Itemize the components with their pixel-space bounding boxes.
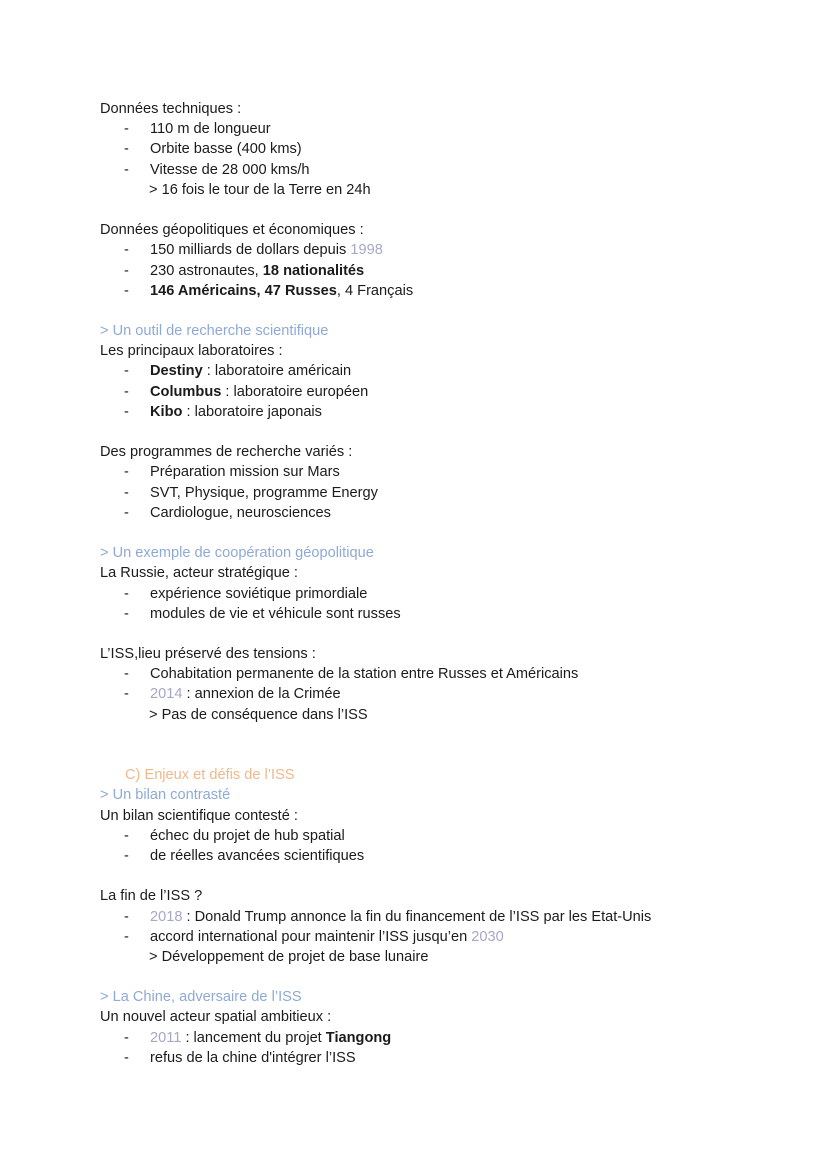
bullet-dash: - <box>124 403 129 420</box>
text-run: : annexion de la Crimée <box>182 686 341 703</box>
text-run: Des programmes de recherche variés : <box>100 444 353 461</box>
text-run: SVT, Physique, programme Energy <box>150 484 378 501</box>
text-run: refus de la chine d'intégrer l’ISS <box>150 1049 356 1066</box>
subheading <box>100 543 800 563</box>
bullet-dash: - <box>124 928 129 945</box>
text-run: : lancement du projet <box>181 1029 326 1046</box>
text-run: > Pas de conséquence dans l’ISS <box>149 706 368 723</box>
spacer <box>100 301 800 321</box>
bullet-dash: - <box>124 363 129 380</box>
spacer <box>100 422 800 442</box>
bullet-item <box>100 261 800 281</box>
bold-text: 146 Américains, 47 Russes <box>150 282 337 299</box>
bullet-item <box>100 846 800 866</box>
bold-text: Destiny <box>150 363 203 380</box>
text-run: , 4 Français <box>336 282 414 299</box>
bullet-item <box>100 281 800 301</box>
text-run: 150 milliards de dollars depuis <box>150 242 351 259</box>
bullet-dash: - <box>124 504 129 521</box>
bullet-dash: - <box>124 242 129 259</box>
text-run: La fin de l’ISS ? <box>100 888 203 905</box>
bullet-item <box>100 1048 800 1068</box>
text-run: Orbite basse (400 kms) <box>150 141 302 158</box>
bullet-dash: - <box>124 141 129 158</box>
bullet-dash: - <box>124 1029 129 1046</box>
year-text: 2011 <box>150 1029 182 1046</box>
bullet-item <box>100 604 800 624</box>
paragraph-line <box>100 220 800 240</box>
text-run: 230 astronautes, <box>150 262 263 279</box>
bullet-dash: - <box>124 585 129 602</box>
bold-text: Columbus <box>150 383 222 400</box>
bullet-item <box>100 119 800 139</box>
bold-text: 18 nationalités <box>262 262 365 279</box>
bullet-item <box>100 1028 800 1048</box>
year-text: 2018 <box>150 908 183 925</box>
bullet-item <box>100 927 800 947</box>
paragraph-line <box>100 806 800 826</box>
bullet-dash: - <box>124 161 129 178</box>
text-run: > Un outil de recherche scientifique <box>100 323 329 340</box>
bullet-dash: - <box>124 121 129 138</box>
bullet-item <box>100 503 800 523</box>
text-run: : Donald Trump annonce la fin du financement de l’ISS par les Etat-Unis <box>182 908 652 925</box>
text-run: L’ISS,lieu préservé des tensions : <box>100 646 316 663</box>
spacer <box>100 624 800 644</box>
text-run: > Un exemple de coopération géopolitique <box>100 545 374 562</box>
paragraph-line <box>100 341 800 361</box>
sub-note <box>100 947 800 967</box>
bullet-item <box>100 160 800 180</box>
spacer <box>100 523 800 543</box>
spacer <box>100 967 800 987</box>
text-run: > La Chine, adversaire de l’ISS <box>100 989 302 1006</box>
bullet-item <box>100 826 800 846</box>
sub-note <box>100 705 800 725</box>
bullet-dash: - <box>124 262 129 279</box>
bullet-dash: - <box>124 282 129 299</box>
bullet-item <box>100 402 800 422</box>
document-body <box>100 99 800 1068</box>
text-run: La Russie, acteur stratégique : <box>100 565 298 582</box>
bullet-item <box>100 361 800 381</box>
text-run: échec du projet de hub spatial <box>150 827 345 844</box>
bullet-dash: - <box>124 686 129 703</box>
bullet-dash: - <box>124 1049 129 1066</box>
spacer <box>100 200 800 220</box>
paragraph-line <box>100 644 800 664</box>
paragraph-line <box>100 563 800 583</box>
spacer <box>100 866 800 886</box>
subheading <box>100 785 800 805</box>
bullet-item <box>100 483 800 503</box>
year-text: 2030 <box>471 928 504 945</box>
bullet-item <box>100 240 800 260</box>
bullet-item <box>100 584 800 604</box>
bullet-item <box>100 462 800 482</box>
text-run: Données techniques : <box>100 101 242 117</box>
bullet-item <box>100 139 800 159</box>
paragraph-line <box>100 1007 800 1027</box>
year-text: 1998 <box>350 242 383 259</box>
section-heading <box>100 765 800 785</box>
paragraph-line <box>100 99 800 119</box>
text-run: > 16 fois le tour de la Terre en 24h <box>149 181 371 198</box>
text-run: accord international pour maintenir l’ISS jusqu’en <box>150 928 472 945</box>
paragraph-line <box>100 886 800 906</box>
text-run: modules de vie et véhicule sont russes <box>150 605 401 622</box>
bullet-item <box>100 684 800 704</box>
bullet-item <box>100 382 800 402</box>
text-run: > Développement de projet de base lunaire <box>149 948 429 965</box>
text-run: Un nouvel acteur spatial ambitieux : <box>100 1009 332 1026</box>
bold-text: Kibo <box>150 403 183 420</box>
text-run: > Un bilan contrasté <box>100 787 231 804</box>
bullet-dash: - <box>124 605 129 622</box>
bullet-dash: - <box>124 847 129 864</box>
text-run: Les principaux laboratoires : <box>100 343 283 360</box>
bullet-dash: - <box>124 484 129 501</box>
bullet-dash: - <box>124 908 129 925</box>
subheading <box>100 987 800 1007</box>
text-run: : laboratoire japonais <box>182 403 322 420</box>
text-run: Cohabitation permanente de la station entre Russes et Américains <box>150 666 579 683</box>
text-run: Données géopolitiques et économiques : <box>100 222 364 239</box>
text-run: Un bilan scientifique contesté : <box>100 807 298 824</box>
bullet-item <box>100 907 800 927</box>
text-run: : laboratoire américain <box>202 363 352 380</box>
sub-note <box>100 180 800 200</box>
spacer <box>100 725 800 765</box>
subheading <box>100 321 800 341</box>
year-text: 2014 <box>150 686 183 703</box>
bold-text: Tiangong <box>325 1029 392 1046</box>
text-run: expérience soviétique primordiale <box>150 585 368 602</box>
bullet-item <box>100 664 800 684</box>
paragraph-line <box>100 442 800 462</box>
text-run: C) Enjeux et défis de l’ISS <box>125 767 295 784</box>
bullet-dash: - <box>124 827 129 844</box>
text-run: Vitesse de 28 000 kms/h <box>150 161 310 178</box>
text-run: Cardiologue, neurosciences <box>150 504 331 521</box>
bullet-dash: - <box>124 666 129 683</box>
text-run: Préparation mission sur Mars <box>150 464 340 481</box>
text-run: de réelles avancées scientifiques <box>150 847 365 864</box>
bullet-dash: - <box>124 383 129 400</box>
text-run: 110 m de longueur <box>150 121 271 138</box>
text-run: : laboratoire européen <box>221 383 369 400</box>
bullet-dash: - <box>124 464 129 481</box>
